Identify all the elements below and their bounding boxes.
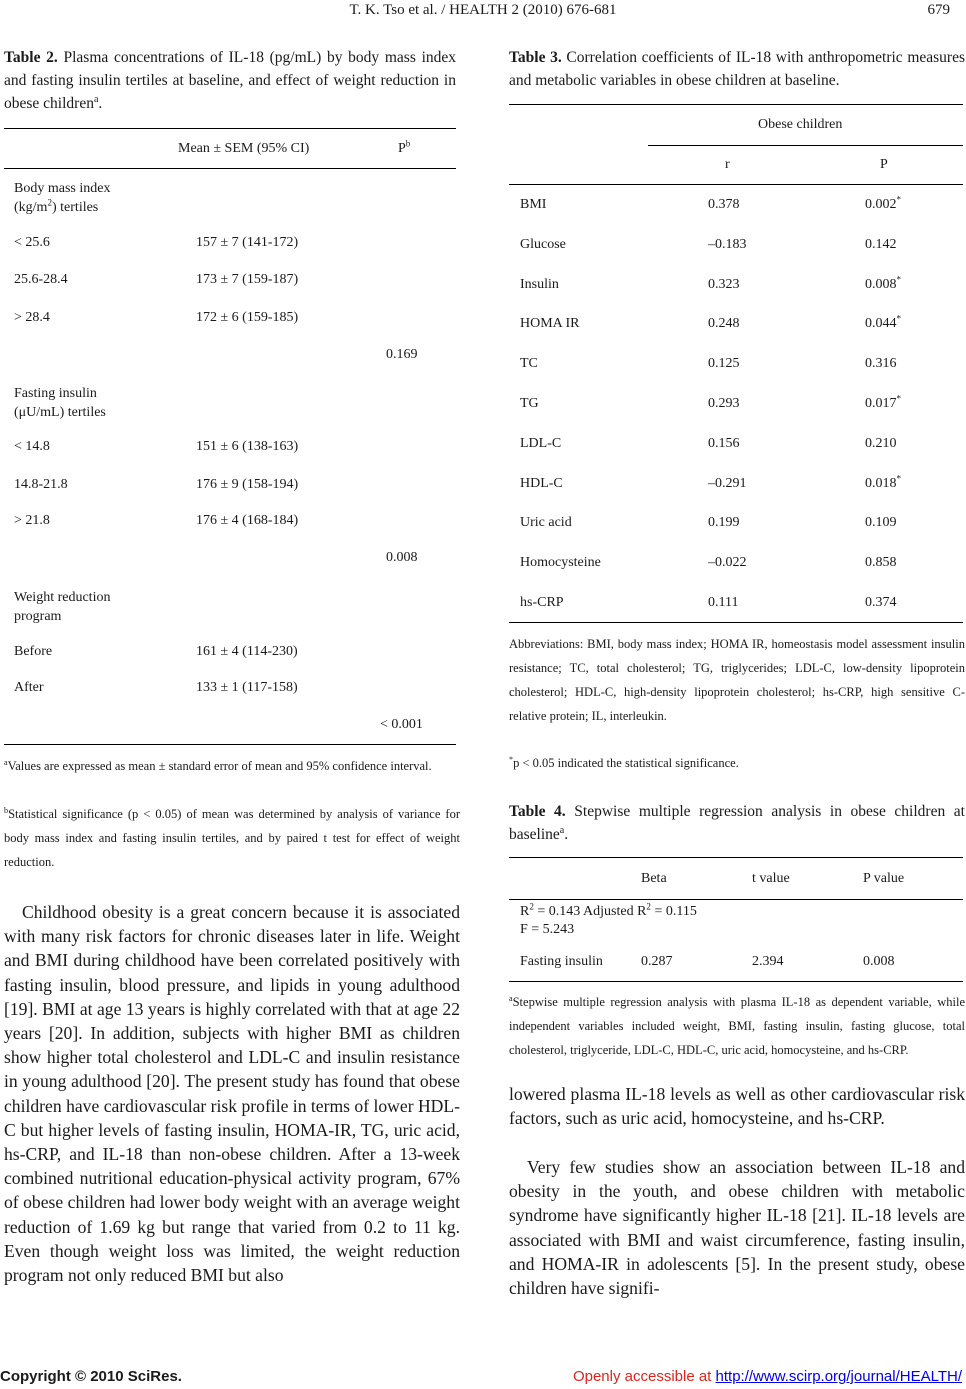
table3-header-rule: [509, 184, 963, 185]
table3-row-significance-mark: *: [896, 393, 902, 404]
table3-row-variable: hs-CRP: [520, 595, 564, 610]
table3-row-p-value: 0.017: [865, 396, 897, 411]
table2-insulin-row-label: 14.8-21.8: [14, 477, 68, 492]
table3-significance-note: *p < 0.05 indicated the statistical significance.: [509, 754, 739, 770]
table2-bmi-row-label: < 25.6: [14, 235, 50, 250]
table4-col-beta: Beta: [641, 871, 667, 886]
table3-row-variable: Insulin: [520, 277, 559, 292]
table2-top-rule: [4, 128, 456, 129]
table3-bottom-rule: [509, 622, 963, 623]
footer-access: [573, 1368, 962, 1385]
table2-bmi-row-label: 25.6-28.4: [14, 272, 68, 287]
table3-row-p-value: 0.109: [865, 515, 897, 530]
table3-row-r: 0.199: [708, 515, 740, 530]
table2-bmi-heading: Body mass index $(kg/m^2)$ tertiles: [14, 181, 111, 215]
table2-bmi-row-value: 173 ± 7 (159-187): [196, 272, 299, 287]
table3-row-variable: Uric acid: [520, 515, 572, 530]
table3-row-p: [865, 356, 897, 372]
table3-row-p-value: 0.044: [865, 316, 897, 331]
table2-col-mean: Mean ± SEM (95% CI): [178, 141, 310, 156]
table3-row-p: [865, 194, 902, 213]
table3-row-r: 0.248: [708, 316, 740, 331]
table2-weight-heading: Weight reduction program: [14, 590, 111, 624]
right-body-paragraph-1: lowered plasma IL-18 levels as well as other cardiovascular risk factors, such as uric acid, homocysteine, and hs-CRP.: [509, 1084, 965, 1129]
table2-weight-row-label: Before: [14, 644, 53, 659]
table2-insulin-p: 0.008: [386, 550, 418, 565]
table2-col-p: $P^b$: [398, 138, 411, 156]
table3-group-rule: [648, 145, 963, 146]
table3-row-p: [865, 473, 902, 492]
footer-copyright: Copyright © 2010 SciRes.: [0, 1368, 182, 1385]
table2-insulin-row-value: 151 ± 6 (138-163): [196, 439, 299, 454]
table3-row-p: [865, 274, 902, 293]
left-body-paragraph: Childhood obesity is a great concern because it is associated with many risk factors for chronic diseases later in life. Weight and BMI during childhood have been correlated positively with fasting insulin, blood pressure, and lipids in young adulthood [19]. BMI at age 13 years is highly correlated with that at age 22 years [20]. In addition, subjects with higher BMI as children show higher total cholesterol and LDL-C and insulin resistance in young adulthood [20]. The present study has found that obese children have cardiovascular risk profile in terms of lower HDL-C but higher levels of fasting insulin, HOMA-IR, TG, uric acid, hs-CRP, and IL-18 than non-obese children. After a 13-week combined nutritional education-physical activity program, 67% of obese children had lower body weight with an average weight reduction of 1.69 kg but range that varied from 0.2 to 11 kg. Even though weight loss was limited, the weight reduction program not only reduced BMI but also: [4, 902, 460, 1286]
table3-row-variable: BMI: [520, 197, 547, 212]
table3-row-p: [865, 515, 897, 531]
right-body-paragraph-2: Very few studies show an association between IL-18 and obesity in the youth, and obese children with metabolic syndrome have significantly higher IL-18 [21]. IL-18 levels are associated with BMI and waist circumference, fasting insulin, and HOMA-IR in adolescents [5]. In the present study, obese children have signifi-: [509, 1157, 965, 1299]
table3-row-r: 0.323: [708, 277, 740, 292]
table2-bmi-p: 0.169: [386, 347, 418, 362]
table4-header-rule: [509, 899, 963, 900]
table3-row-variable: HOMA IR: [520, 316, 580, 331]
table3-col-r: r: [725, 157, 730, 172]
table4-model-stats: $R^2 = 0.143$ Adjusted $R^2 = 0.115$ F = 5.243: [520, 901, 697, 937]
table3-row-p: [865, 436, 897, 452]
table2-weight-p: < 0.001: [380, 717, 423, 732]
table3-row-p-value: 0.210: [865, 436, 897, 451]
table3-row-significance-mark: *: [896, 274, 902, 285]
table4-top-rule: [509, 857, 963, 858]
table2-insulin-row-label: > 21.8: [14, 513, 50, 528]
table3-row-p-value: 0.008: [865, 277, 897, 292]
table3-row-p: [865, 237, 897, 253]
table3-row-p-value: 0.002: [865, 197, 897, 212]
table3-row-r: 0.125: [708, 356, 740, 371]
table2-insulin-heading: Fasting insulin (μU/mL) tertiles: [14, 386, 106, 420]
journal-url-link[interactable]: http://www.scirp.org/journal/HEALTH/: [715, 1368, 962, 1385]
table3-row-p-value: 0.018: [865, 476, 897, 491]
table3-row-p-value: 0.374: [865, 595, 897, 610]
table2-header-rule: [4, 168, 456, 169]
table3-col-p: P: [880, 157, 888, 172]
running-head: T. K. Tso et al. / HEALTH 2 (2010) 676-681: [349, 2, 617, 18]
table4-footnote: $^a$Stepwise multiple regression analysis with plasma IL-18 as dependent variable, while independent variables included weight, BMI, fasting insulin, fasting glucose, total cholesterol, triglyceride, LDL-C, HDL-C, uric acid, homocysteine, and hs-CRP.: [509, 993, 965, 1057]
table3-row-p: [865, 393, 902, 412]
table3-row-r: 0.156: [708, 436, 740, 451]
table2-weight-row-value: 161 ± 4 (114-230): [196, 644, 298, 659]
table2-bmi-row-value: 157 ± 7 (141-172): [196, 235, 299, 250]
table4-col-t: t value: [752, 871, 790, 886]
table2-bmi-row-value: 172 ± 6 (159-185): [196, 310, 299, 325]
table3-row-variable: Homocysteine: [520, 555, 601, 570]
table3-row-p-value: 0.858: [865, 555, 897, 570]
table4-row-name: Fasting insulin: [520, 954, 603, 969]
table3-row-p-value: 0.142: [865, 237, 897, 252]
table2-footnote-b: $^b$Statistical significance (p < 0.05) of mean was determined by analysis of variance for body mass index and fasting insulin tertiles, and by paired t test for effect of weight reduction.: [4, 805, 460, 869]
table2-weight-row-label: After: [14, 680, 44, 695]
table3-row-variable: TC: [520, 356, 538, 371]
table4-col-p: P value: [863, 871, 905, 886]
table3-row-p: [865, 313, 902, 332]
table3-row-variable: Glucose: [520, 237, 566, 252]
table4-bottom-rule: [509, 981, 963, 982]
table2-bottom-rule: [4, 744, 456, 745]
table3-row-significance-mark: *: [896, 313, 902, 324]
table2-caption: Table 2. Plasma concentrations of IL-18 (pg/mL) by body mass index and fasting insulin tertiles at baseline, and effect of weight reduction in obese children$^a$.: [4, 49, 456, 112]
table3-row-variable: LDL-C: [520, 436, 562, 451]
table2-insulin-row-value: 176 ± 9 (158-194): [196, 477, 299, 492]
table2-weight-row-value: 133 ± 1 (117-158): [196, 680, 298, 695]
table3-row-significance-mark: *: [896, 473, 902, 484]
table3-row-r: –0.291: [708, 476, 747, 491]
table3-row-variable: TG: [520, 396, 539, 411]
table4-row-beta: 0.287: [641, 954, 673, 969]
table2-footnote-a: $^a$Values are expressed as mean ± standard error of mean and 95% confidence interval.: [4, 757, 432, 773]
table2-bmi-row-label: > 28.4: [14, 310, 50, 325]
table3-top-rule: [509, 104, 963, 105]
table4-row-t: 2.394: [752, 954, 784, 969]
table3-row-r: 0.378: [708, 197, 740, 212]
table3-row-r: 0.111: [708, 595, 739, 610]
table3-row-p-value: 0.316: [865, 356, 897, 371]
table3-group-header: Obese children: [758, 117, 843, 132]
table3-row-r: –0.022: [708, 555, 747, 570]
table3-row-r: 0.293: [708, 396, 740, 411]
footer-access-label: Openly accessible at: [572, 1368, 716, 1385]
table3-row-r: –0.183: [708, 237, 747, 252]
table3-row-significance-mark: *: [896, 194, 902, 205]
table2-insulin-row-label: < 14.8: [14, 439, 50, 454]
table4-caption: Table 4. Stepwise multiple regression analysis in obese children at baseline$^a$.: [509, 803, 965, 843]
table3-abbreviations: Abbreviations: BMI, body mass index; HOMA IR, homeostasis model assessment insulin resistance; TC, total cholesterol; TG, triglycerides; LDL-C, low-density lipoprotein cholesterol; HDL-C, high-density lipoprotein cholesterol; hs-CRP, high sensitive C-relative protein; IL, interleukin.: [509, 637, 965, 723]
table2-insulin-row-value: 176 ± 4 (168-184): [196, 513, 299, 528]
table3-row-p: [865, 595, 897, 611]
page-number: 679: [927, 2, 950, 18]
table3-row-variable: HDL-C: [520, 476, 563, 491]
table4-row-p: 0.008: [863, 954, 895, 969]
table3-caption: Table 3. Correlation coefficients of IL-18 with anthropometric measures and metabolic variables in obese children at baseline.: [509, 49, 965, 89]
table3-row-p: [865, 555, 897, 571]
